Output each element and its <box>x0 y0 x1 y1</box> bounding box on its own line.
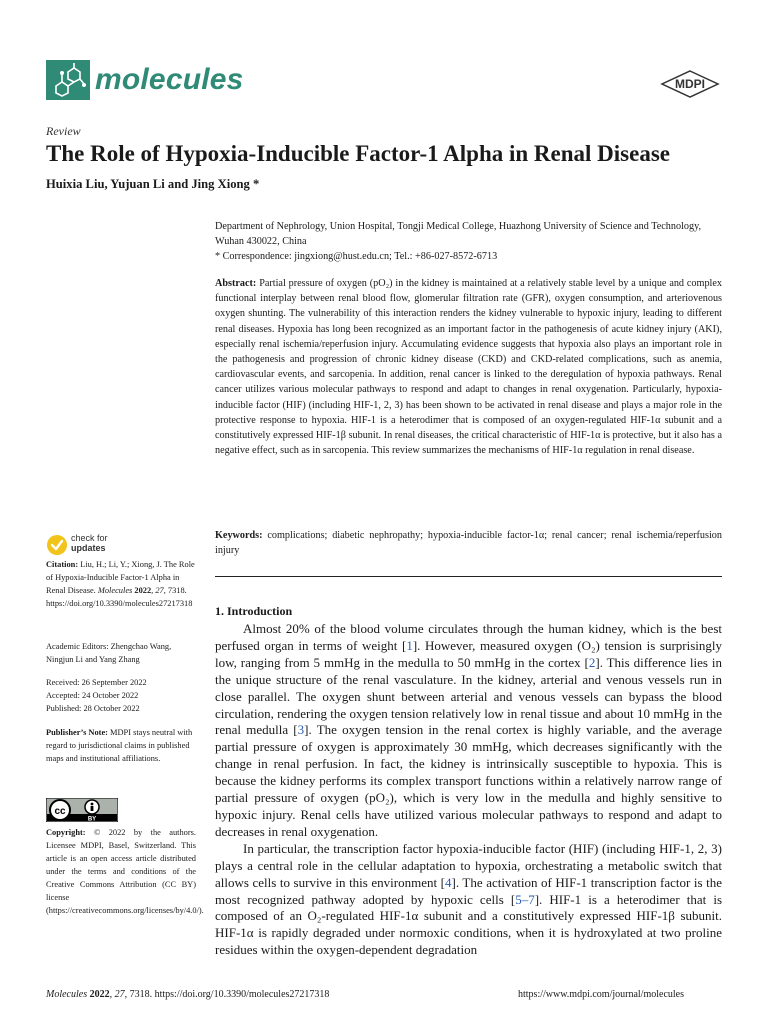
abstract-text: Partial pressure of oxygen (pO₂) in the kidney is maintained at a relatively stable level by a unique and complex functional interplay between renal blood flow, glomerular filtration rate (GFR), oxygen consumption, and arteriovenous oxygen shunting. The vulnerability of this interaction renders the kidney vulnerable to hypoxic injury, leading to different renal diseases. Hypoxia has long been recognized as an important factor in the pathogenesis of acute kidney injury (AKI), especially renal ischemia/reperfusion injury. Accumulating evidence suggests that hypoxia also plays an important role in the pathogenesis and progression of chronic kidney disease (CKD) and CKD-related complications, such as anemia, cardiovascular events, and sarcopenia. In addition, renal cancer is linked to the deregulation of hypoxia pathways. Renal cancer utilizes various molecular pathways to respond and adapt to changes in renal oxygenation. Particularly, hypoxia-inducible factor (HIF) (including HIF-1, 2, 3) has been shown to be activated in renal disease and plays a major role in the protective response to hypoxia. HIF-1 is a heterodimer that is composed of an oxygen-regulated HIF-1α subunit and a constitutively expressed HIF-1β subunit. In renal diseases, the critical characteristic of HIF-1α is protective, but it also has a negative effect, such as in sarcopenia. This review summarizes the mechanisms of HIF-1α regulation in renal disease. <box>215 278 722 457</box>
affiliation-text: Department of Nephrology, Union Hospital, Tongji Medical College, Huazhong University of Science and Technology, Wuhan 430022, China <box>215 221 702 248</box>
correspondence: * Correspondence: jingxiong@hust.edu.cn; Tel.: +86-027-8572-6713 <box>215 251 498 263</box>
footer-citation: Molecules 2022, 27, 7318. https://doi.org/10.3390/molecules27217318 <box>46 989 330 1000</box>
svg-text:cc: cc <box>54 806 66 817</box>
footer-journal-url[interactable]: https://www.mdpi.com/journal/molecules <box>518 989 684 1000</box>
paragraph: Almost 20% of the blood volume circulates through the human kidney, which is the best perfused organ in terms of weight [1]. However, measured oxygen (O₂) tension is surprisingly low, ranging from 5 mmHg in the medulla to 50 mmHg in the cortex [2]. This difference lies in the unique structure of the renal vasculature. In the kidney, arterial and venous vessels run in close parallel. The oxygen shunt between arterial and venous vessels can bypass the blood circulation, rendering the oxygen tension relatively low in renal tissue and about 10 mmHg in the renal medulla [3]. The oxygen tension in the renal cortex is highly variable, and the average partial pressure of oxygen is approximately 30 mmHg, which decreases significantly with the change in renal perfusion. In fact, the kidney is intrinsically susceptible to hypoxia. This is because the kidney performs its complex transport functions within a relatively narrow range of partial pressure of oxygen (pO₂), which is very low in the medulla and highly sensitive to hypoxic injury. Renal cells have utilized various molecular pathways to respond and adapt to decreases in renal oxygenation. <box>215 621 723 839</box>
abstract-label: Abstract: <box>215 278 257 289</box>
section-body <box>215 621 722 959</box>
check-for-updates[interactable]: check for updates <box>71 533 108 553</box>
journal-name: molecules <box>95 63 244 96</box>
citation-link[interactable]: 1 <box>406 637 413 653</box>
citation-link[interactable]: 2 <box>588 654 596 670</box>
affiliation-block <box>215 219 722 265</box>
copyright-block: Copyright: © 2022 by the authors. Licensee MDPI, Basel, Switzerland. This article is an open access article distributed under the terms and conditions of the Creative Commons Attribution (CC BY) license (https://creativecommons.org/licenses/by/4.0/). <box>46 828 204 915</box>
citation-link[interactable]: 4 <box>445 874 452 890</box>
academic-editors: Academic Editors: Zhengchao Wang, Ningjun Li and Yang Zhang <box>46 642 172 664</box>
abstract <box>215 276 722 458</box>
keywords <box>215 528 722 558</box>
published-date: Published: 28 October 2022 <box>46 704 140 713</box>
authors: Huixia Liu, Yujuan Li and Jing Xiong * <box>46 177 260 191</box>
section-heading: 1. Introduction <box>215 604 293 618</box>
keywords-text: complications; diabetic nephropathy; hypoxia-inducible factor-1α; renal cancer; renal ischemia/reperfusion injury <box>215 530 722 557</box>
publisher-note: Publisher’s Note: MDPI stays neutral with regard to jurisdictional claims in published maps and institutional affiliations. <box>46 728 193 763</box>
paragraph: In particular, the transcription factor hypoxia-inducible factor (HIF) (including HIF-1, 2, 3) plays a central role in the cellular adaptation to hypoxia, orchestrating a metabolic switch that allows cells to survive in this environment [4]. The activation of HIF-1 transcription factor is the most recognized pathway adopted by hypoxic cells [5–7]. HIF-1 is a heterodimer that is composed of an O₂-regulated HIF-1α subunit and a constitutively expressed HIF-1β subunit. HIF-1α is rapidly degraded under normoxic conditions, when it is hydroxylated at two proline residues within the oxygen-dependent degradation <box>215 840 723 958</box>
keywords-label: Keywords: <box>215 530 263 541</box>
mdpi-logo-icon <box>660 70 720 98</box>
dates-block <box>46 676 196 715</box>
accepted-date: Accepted: 24 October 2022 <box>46 691 139 700</box>
article-type: Review <box>46 124 81 138</box>
article-title: The Role of Hypoxia-Inducible Factor-1 Alpha in Renal Disease <box>46 141 670 166</box>
publisher-name: MDPI <box>675 77 705 91</box>
cc-by-license-icon[interactable] <box>46 798 118 822</box>
received-date: Received: 26 September 2022 <box>46 678 147 687</box>
divider <box>215 576 722 577</box>
citation-link[interactable]: 5–7 <box>515 891 535 907</box>
citation-block: Citation: Liu, H.; Li, Y.; Xiong, J. The Role of Hypoxia-Inducible Factor-1 Alpha in Renal Disease. Molecules 2022, 27, 7318. https://doi.org/10.3390/molecules27217318 <box>46 560 195 608</box>
journal-logo-icon <box>46 60 90 100</box>
citation-link[interactable]: 3 <box>297 722 305 738</box>
cc-by-label: BY <box>87 816 97 822</box>
check-for-updates-icon[interactable] <box>46 534 68 556</box>
